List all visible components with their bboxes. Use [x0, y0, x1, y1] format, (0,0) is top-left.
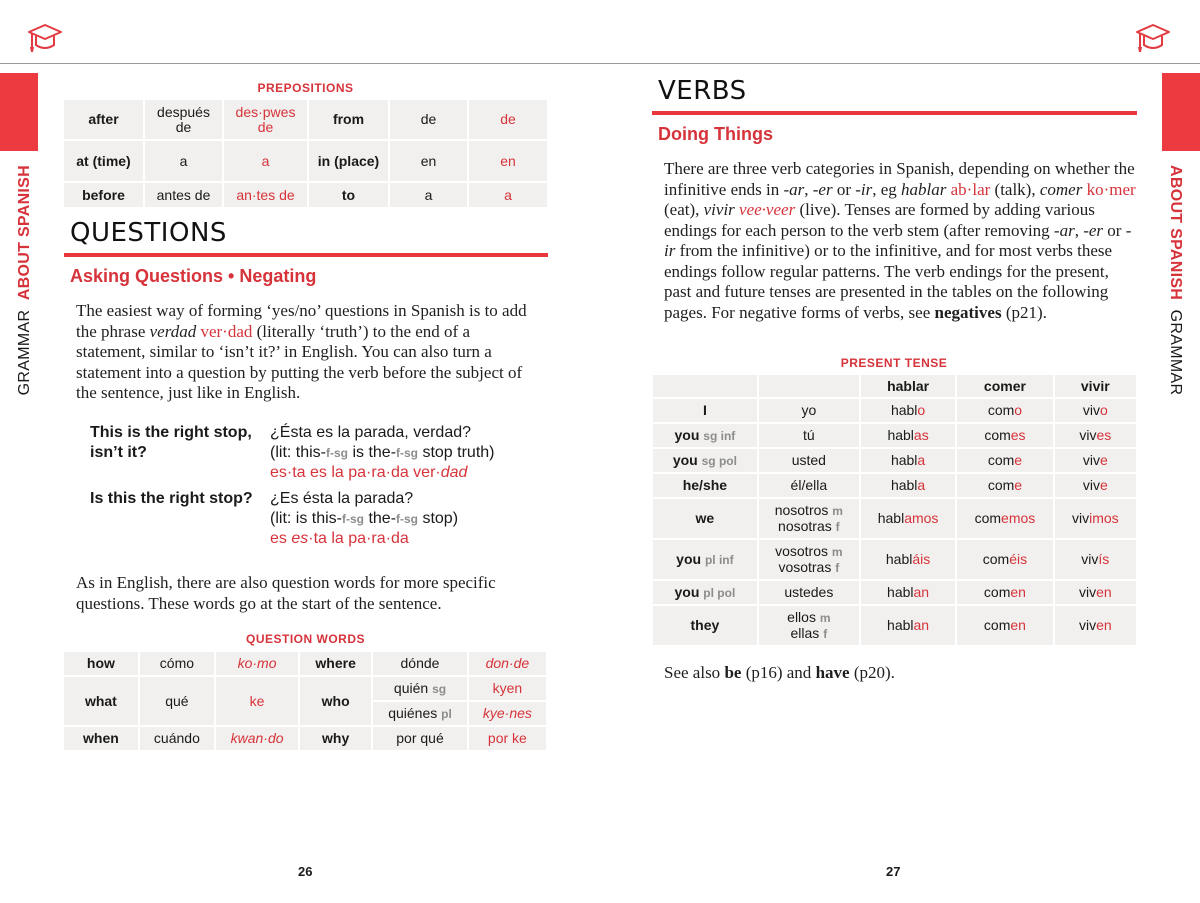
page-number-right: 27: [886, 864, 901, 879]
table-cell: yo: [759, 399, 859, 422]
table-cell: come: [957, 449, 1052, 472]
table-cell: antes de: [145, 183, 222, 207]
table-cell: you sg inf: [653, 424, 757, 447]
side-tab-bar-right: [1162, 73, 1200, 151]
table-cell: ellos m ellas f: [759, 606, 859, 645]
table-cell: vivo: [1055, 399, 1136, 422]
table-cell: comen: [957, 581, 1052, 604]
table-cell: en: [469, 141, 547, 181]
table-cell: from: [309, 100, 388, 139]
table-cell: hablan: [861, 581, 955, 604]
table-cell: quién sg: [373, 677, 467, 700]
table-row: [653, 375, 1136, 397]
table-cell: you pl inf: [653, 540, 757, 579]
table-cell: who: [300, 677, 371, 725]
questions-paragraph: The easiest way of forming ‘yes/no’ questions in Spanish is to add the phrase verdad ver·dad (literally ‘truth’) to the end of a statement, similar to ‘isn’t it?’ in English. You can also turn a statement into a question by putting the verb before the subject of the sentence, just like in English.: [76, 301, 527, 402]
table-row: [64, 677, 546, 700]
table-cell: vive: [1055, 449, 1136, 472]
table-cell: [653, 375, 757, 397]
question-words-title: QUESTION WORDS: [245, 632, 365, 646]
table-cell: tú: [759, 424, 859, 447]
table-cell: vives: [1055, 424, 1136, 447]
verbs-heading: VERBS: [658, 76, 747, 106]
table-cell: coméis: [957, 540, 1052, 579]
table-cell: hablo: [861, 399, 955, 422]
table-row: [653, 424, 1136, 447]
table-cell: viven: [1055, 606, 1136, 645]
questions-subheading: Asking Questions • Negating: [70, 266, 317, 286]
table-cell: cómo: [140, 652, 214, 675]
side-tab-grammar: GRAMMAR: [1167, 309, 1184, 396]
table-cell: vosotros m vosotras f: [759, 540, 859, 579]
table-cell: después de: [145, 100, 222, 139]
table-cell: I: [653, 399, 757, 422]
see-also-line: See also be (p16) and have (p20).: [664, 663, 895, 682]
table-cell: habláis: [861, 540, 955, 579]
graduation-cap-icon: [26, 20, 64, 56]
question-words-intro: As in English, there are also question words for more specific questions. These words go at the start of the sentence.: [76, 573, 496, 613]
table-cell: de: [390, 100, 467, 139]
question-words-table: [62, 650, 548, 752]
side-tab-about: ABOUT SPANISH: [1167, 165, 1184, 301]
table-row: [64, 183, 547, 207]
table-cell: you sg pol: [653, 449, 757, 472]
table-cell: por ke: [469, 727, 546, 750]
table-cell: a: [224, 141, 307, 181]
table-cell: usted: [759, 449, 859, 472]
table-cell: él/ella: [759, 474, 859, 497]
verbs-subheading: Doing Things: [658, 124, 773, 144]
side-tab-right: [1166, 165, 1184, 395]
table-cell: a: [145, 141, 222, 181]
table-row: [64, 100, 547, 139]
table-cell: ko·mo: [216, 652, 298, 675]
present-tense-title: PRESENT TENSE: [840, 356, 948, 370]
table-cell: they: [653, 606, 757, 645]
side-tab-left: [16, 165, 34, 395]
table-cell: at (time): [64, 141, 143, 181]
table-cell: ke: [216, 677, 298, 725]
table-cell: kyen: [469, 677, 546, 700]
table-cell: des·pwes de: [224, 100, 307, 139]
table-cell: comes: [957, 424, 1052, 447]
side-tab-bar-left: [0, 73, 38, 151]
table-cell: como: [957, 399, 1052, 422]
table-cell: viven: [1055, 581, 1136, 604]
table-cell: por qué: [373, 727, 467, 750]
table-row: [64, 727, 546, 750]
table-cell: he/she: [653, 474, 757, 497]
table-cell: hablamos: [861, 499, 955, 538]
graduation-cap-icon: [1134, 20, 1172, 56]
table-cell: don·de: [469, 652, 546, 675]
table-cell: after: [64, 100, 143, 139]
example-spanish: ¿Ésta es la parada, verdad? (lit: this-f-sg is the-f-sg stop truth) es·ta es la pa·ra·da ver·dad: [270, 424, 495, 481]
table-row: [653, 399, 1136, 422]
table-cell: habla: [861, 474, 955, 497]
table-row: [653, 474, 1136, 497]
questions-heading: QUESTIONS: [70, 218, 227, 248]
table-cell: a: [390, 183, 467, 207]
table-row: [653, 499, 1136, 538]
table-cell: where: [300, 652, 371, 675]
table-cell: nosotros m nosotras f: [759, 499, 859, 538]
table-cell: hablan: [861, 606, 955, 645]
example-english: Is this the right stop?: [90, 490, 253, 507]
present-tense-table: [651, 373, 1138, 647]
example-spanish: ¿Es ésta la parada? (lit: is this-f-sg the-f-sg stop) es es·ta la pa·ra·da: [270, 490, 459, 547]
page-number-left: 26: [298, 864, 313, 879]
table-cell: habla: [861, 449, 955, 472]
table-cell: vivís: [1055, 540, 1136, 579]
questions-rule: [64, 253, 548, 257]
table-cell: kwan·do: [216, 727, 298, 750]
table-header: comer: [957, 375, 1052, 397]
table-cell: hablas: [861, 424, 955, 447]
table-row: [653, 606, 1136, 645]
table-header: vivir: [1055, 375, 1136, 397]
table-cell: what: [64, 677, 138, 725]
table-cell: before: [64, 183, 143, 207]
table-row: [64, 141, 547, 181]
table-cell: qué: [140, 677, 214, 725]
table-row: [653, 540, 1136, 579]
table-cell: de: [469, 100, 547, 139]
table-row: [653, 449, 1136, 472]
side-tab-about: ABOUT SPANISH: [16, 165, 33, 301]
table-cell: you pl pol: [653, 581, 757, 604]
table-cell: vive: [1055, 474, 1136, 497]
table-cell: an·tes de: [224, 183, 307, 207]
table-row: [64, 652, 546, 675]
table-cell: kye·nes: [469, 702, 546, 725]
table-header: hablar: [861, 375, 955, 397]
table-cell: come: [957, 474, 1052, 497]
table-cell: why: [300, 727, 371, 750]
table-cell: comemos: [957, 499, 1052, 538]
table-cell: vivimos: [1055, 499, 1136, 538]
prepositions-table: [62, 98, 549, 209]
table-cell: when: [64, 727, 138, 750]
table-row: [653, 581, 1136, 604]
header-rule: [0, 63, 1200, 64]
table-cell: [759, 375, 859, 397]
example-english: This is the right stop, isn’t it?: [90, 424, 252, 461]
verbs-paragraph: There are three verb categories in Spanish, depending on whether the infinitive ends in -ar, -er or -ir, eg hablar ab·lar (talk), comer ko·mer (eat), vivir vee·veer (live). Tenses are formed by adding various endings for each person to the verb stem (after removing -ar, -er or -ir from the infinitive) or to the infinitive, and for most verbs these endings follow regular patterns. The verb endings for the present, past and future tenses are presented in the tables on the following pages. For negative forms of verbs, see negatives (p21).: [664, 159, 1136, 322]
table-cell: a: [469, 183, 547, 207]
prepositions-title: PREPOSITIONS: [257, 81, 354, 95]
table-cell: in (place): [309, 141, 388, 181]
verbs-rule: [652, 111, 1137, 115]
table-cell: dónde: [373, 652, 467, 675]
side-tab-grammar: GRAMMAR: [16, 309, 33, 396]
table-cell: cuándo: [140, 727, 214, 750]
table-cell: how: [64, 652, 138, 675]
table-cell: comen: [957, 606, 1052, 645]
table-cell: ustedes: [759, 581, 859, 604]
table-cell: we: [653, 499, 757, 538]
table-cell: quiénes pl: [373, 702, 467, 725]
table-cell: en: [390, 141, 467, 181]
table-cell: to: [309, 183, 388, 207]
